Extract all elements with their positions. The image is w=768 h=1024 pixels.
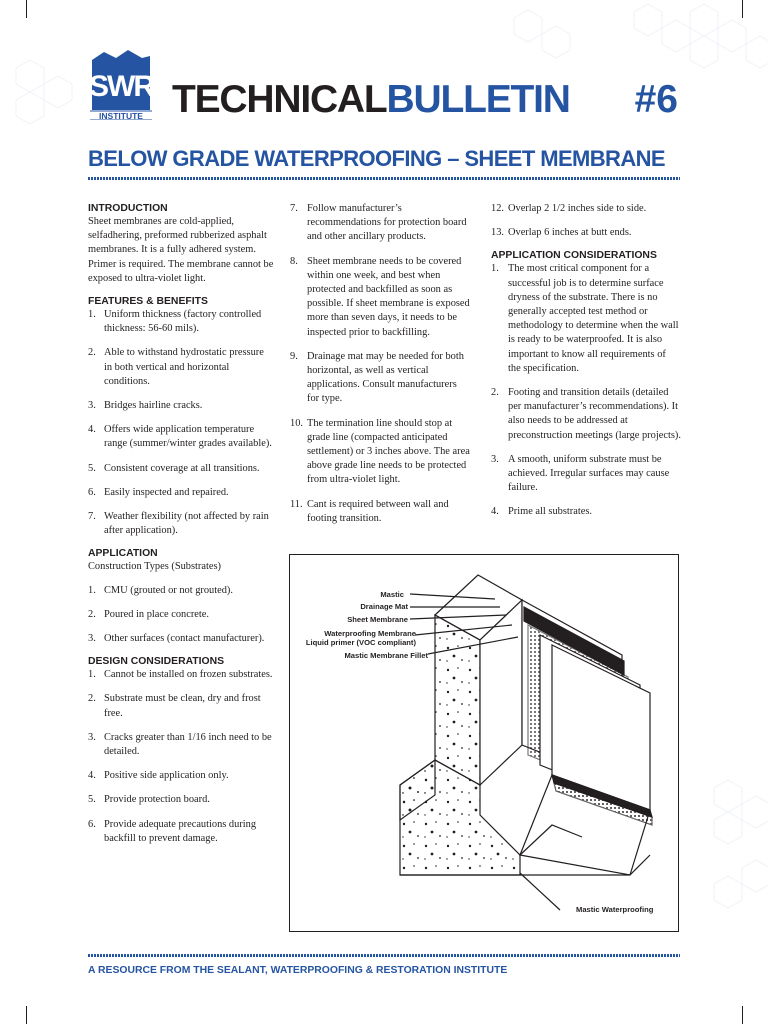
- list-item: 3. A smooth, uniform substrate must be achieved. Irregular surfaces may cause failure.: [491, 453, 670, 494]
- label-liquid-primer: Liquid primer (VOC compliant): [305, 638, 416, 647]
- design-heading: DESIGN CONSIDERATIONS: [88, 656, 225, 668]
- list-item: 1. CMU (grouted or not grouted).: [88, 584, 233, 596]
- title-technical: TECHNICAL: [172, 78, 387, 121]
- intro-heading: INTRODUCTION: [88, 203, 168, 214]
- column-2: [290, 202, 470, 526]
- list-item: 10. The termination line should stop at grade line (compacted anticipated settlement) or 3 inches above. The area above grade line needs to be protected from ultra-violet light.: [290, 417, 470, 486]
- list-item: 3. Other surfaces (contact manufacturer).: [88, 633, 265, 645]
- wall-section-drawing: [290, 555, 679, 932]
- features-heading: FEATURES & BENEFITS: [88, 296, 208, 308]
- list-item: 1. Cannot be installed on frozen substrates.: [88, 669, 273, 681]
- label-mastic-membrane-fillet: Mastic Membrane Fillet: [344, 651, 428, 660]
- list-item: 3. Cracks greater than 1/16 inch need to be detailed.: [88, 731, 272, 758]
- list-item: 2. Able to withstand hydrostatic pressure in both vertical and horizontal conditions.: [88, 347, 264, 387]
- intro-body: Sheet membranes are cold-applied, selfadhering, preformed rubberized asphalt membranes. It is a fully adhered system. Primer is required. The membrane cannot be exposed to ultra-violet light.: [88, 216, 274, 284]
- list-item: 12. Overlap 2 1/2 inches side to side.: [491, 203, 647, 214]
- svg-text:INSTITUTE: INSTITUTE: [99, 111, 143, 120]
- list-item: 6. Easily inspected and repaired.: [88, 486, 229, 498]
- list-item: 5. Consistent coverage at all transitions.: [88, 462, 260, 474]
- list-item: 8. Sheet membrane needs to be covered within one week, and best when protected and backfilled as soon as possible. If sheet membrane is exposed more than seven days, it needs to be inspected prior to backfilling.: [290, 255, 470, 338]
- list-item: 5. Provide protection board.: [88, 794, 210, 806]
- list-item: 1. The most critical component for a successful job is to determine surface dryness of the substrate. There is no generally accepted test method or methodology to determine when the wall is ready to be waterproofed. It is also important to know all requirements of the specification.: [491, 263, 679, 374]
- list-item: 2. Poured in place concrete.: [88, 608, 210, 620]
- label-sheet-membrane: Sheet Membrane: [347, 615, 408, 624]
- design-list-part-1: [88, 668, 274, 846]
- label-drainage-mat: Drainage Mat: [360, 602, 408, 611]
- column-1: [88, 202, 274, 846]
- list-item: 4. Offers wide application temperature range (summer/winter grades available).: [88, 424, 272, 450]
- list-item: 11. Cant is required between wall and footing transition.: [290, 498, 449, 524]
- list-item: 3. Bridges hairline cracks.: [88, 400, 203, 412]
- bulletin-title: [172, 80, 570, 119]
- app-considerations-list: [491, 262, 681, 519]
- design-list-part-2: [290, 202, 470, 526]
- footer-text: A RESOURCE FROM THE SEALANT, WATERPROOFING & RESTORATION INSTITUTE: [88, 965, 508, 976]
- svg-text:SWR: SWR: [89, 70, 153, 103]
- title-bulletin: BULLETIN: [386, 78, 570, 121]
- header-divider: [88, 177, 680, 180]
- application-heading: APPLICATION: [88, 548, 158, 560]
- crop-mark-top-left: [26, 0, 27, 18]
- crop-mark-bottom-left: [26, 1006, 27, 1024]
- application-subheading: Construction Types (Substrates): [88, 561, 221, 573]
- list-item: 13. Overlap 6 inches at butt ends.: [491, 227, 632, 239]
- swr-institute-logo: [86, 48, 156, 120]
- list-item: 2. Footing and transition details (detailed per manufacturer’s recommendations). It also needs to be addressed at preconstruction meetings (large projects).: [491, 387, 681, 441]
- hexagon-pattern-right: [688, 770, 768, 950]
- list-item: 7. Follow manufacturer’s recommendations for protection board and other ancillary products.: [290, 203, 467, 243]
- bulletin-number: #6: [634, 78, 678, 121]
- list-item: 6. Provide adequate precautions during backfill to prevent damage.: [88, 818, 257, 844]
- list-item: 9. Drainage mat may be needed for both horizontal, as well as vertical applications. Consult manufacturers for type.: [290, 350, 464, 405]
- label-mastic-waterproofing: Mastic Waterproofing: [576, 905, 654, 914]
- label-waterproofing-membrane: Waterproofing Membrane: [324, 629, 416, 638]
- app-considerations-heading: APPLICATION CONSIDERATIONS: [491, 250, 657, 262]
- list-item: 1. Uniform thickness (factory controlled thickness: 56-60 mils).: [88, 309, 262, 335]
- features-list: [88, 308, 274, 538]
- list-item: 4. Prime all substrates.: [491, 506, 592, 518]
- crop-mark-bottom-right: [742, 1006, 743, 1024]
- column-3: [491, 202, 681, 520]
- list-item: 4. Positive side application only.: [88, 770, 229, 782]
- waterproofing-detail-figure: [289, 554, 679, 932]
- list-item: 2. Substrate must be clean, dry and frost free.: [88, 693, 261, 719]
- label-mastic: Mastic: [380, 590, 404, 599]
- footer-divider: [88, 954, 680, 957]
- bulletin-subtitle: BELOW GRADE WATERPROOFING – SHEET MEMBRANE: [88, 146, 665, 171]
- application-list: [88, 584, 274, 647]
- list-item: 7. Weather flexibility (not affected by rain after application).: [88, 511, 269, 537]
- design-list-part-3: [491, 202, 681, 240]
